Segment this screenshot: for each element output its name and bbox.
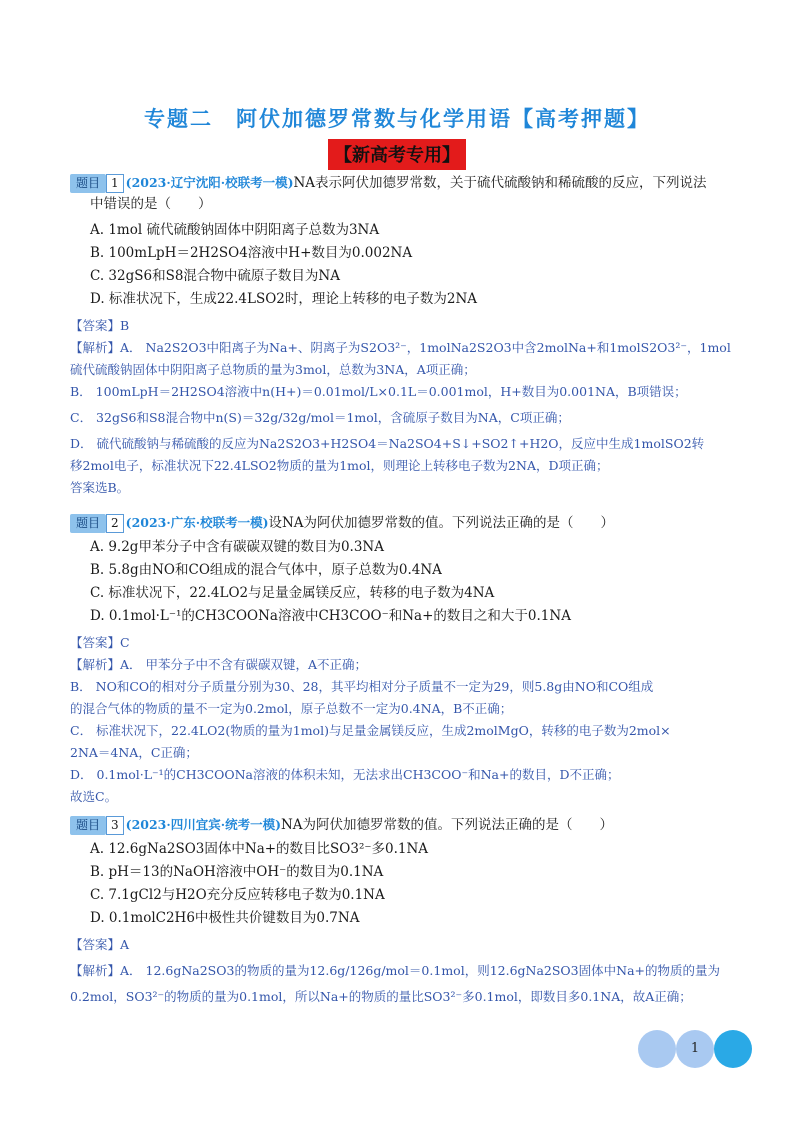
option-c: C. 7.1gCl2与H2O充分反应转移电子数为0.1NA <box>90 887 385 903</box>
stem-text: 设NA为阿伏加德罗常数的值。下列说法正确的是（ ） <box>268 515 615 531</box>
option-b: B. pH＝13的NaOH溶液中OH⁻的数目为0.1NA <box>90 864 384 880</box>
option-a: A. 9.2g甲苯分子中含有碳碳双键的数目为0.3NA <box>90 539 384 555</box>
explanation-line: 移2mol电子，标准状况下22.4LSO2物质的量为1mol，则理论上转移电子数为2NA，D项正确； <box>70 458 609 473</box>
question-source: (2023·辽宁沈阳·校联考一模) <box>125 175 294 190</box>
explanation-line: 2NA＝4NA，C正确； <box>70 745 198 760</box>
question-number: 3 <box>106 816 124 835</box>
explanation-line: 硫代硫酸钠固体中阴阳离子总物质的量为3mol，总数为3NA，A项正确； <box>70 362 476 377</box>
question-badge: 题目 <box>70 816 106 835</box>
option-a: A. 1mol 硫代硫酸钠固体中阴阳离子总数为3NA <box>90 222 380 238</box>
answer: 【答案】C <box>70 635 130 650</box>
explanation-line: 0.2mol，SO3²⁻的物质的量为0.1mol，所以Na+的物质的量比SO3²⁻多0.1mol，即数目多0.1NA，故A正确； <box>70 989 692 1004</box>
stem-text: NA表示阿伏加德罗常数，关于硫代硫酸钠和稀硫酸的反应，下列说法 <box>293 175 707 191</box>
question-source: (2023·四川宜宾·统考一模) <box>125 817 281 832</box>
explanation-line: B． NO和CO的相对分子质量分别为30、28，其平均相对分子质量不一定为29，则5.8g由NO和CO组成 <box>70 679 654 694</box>
page-dot-right <box>714 1030 752 1068</box>
option-b: B. 5.8g由NO和CO组成的混合气体中，原子总数为0.4NA <box>90 562 442 578</box>
explanation-line: 的混合气体的物质的量不一定为0.2mol，原子总数不一定为0.4NA，B不正确； <box>70 701 513 716</box>
question-stem <box>70 512 740 534</box>
page-dot-left <box>638 1030 676 1068</box>
option-b: B. 100mLpH＝2H2SO4溶液中H+数目为0.002NA <box>90 245 413 261</box>
stem-text-cont: 中错误的是（ ） <box>90 196 212 212</box>
page-indicator <box>638 1030 752 1068</box>
question-2 <box>70 512 740 808</box>
page-number: 1 <box>690 1041 700 1056</box>
option-c: C. 标准状况下，22.4LO2与足量金属镁反应，转移的电子数为4NA <box>90 585 495 601</box>
option-c: C. 32gS6和S8混合物中硫原子数目为NA <box>90 268 340 284</box>
explanation-line: D． 0.1mol·L⁻¹的CH3COONa溶液的体积未知，无法求出CH3COO⁻和Na+的数目，D不正确； <box>70 767 620 782</box>
page-subtitle: 【新高考专用】 <box>328 139 466 170</box>
subtitle-wrap <box>0 139 794 170</box>
option-a: A. 12.6gNa2SO3固体中Na+的数目比SO3²⁻多0.1NA <box>90 841 429 857</box>
explanation-line: C． 32gS6和S8混合物中n(S)＝32g/32g/mol＝1mol，含硫原子数目为NA，C项正确； <box>70 410 570 425</box>
stem-text: NA为阿伏加德罗常数的值。下列说法正确的是（ ） <box>280 817 614 833</box>
explanation-line: 【解析】A． Na2S2O3中阳离子为Na+、阴离子为S2O3²⁻，1molNa2S2O3中含2molNa+和1molS2O3²⁻，1mol <box>70 340 731 355</box>
explanation-line: 【解析】A． 甲苯分子中不含有碳碳双键，A不正确； <box>70 657 368 672</box>
option-d: D. 0.1molC2H6中极性共价键数目为0.7NA <box>90 910 360 926</box>
question-badge: 题目 <box>70 174 106 193</box>
explanation-line: C． 标准状况下，22.4LO2(物质的量为1mol)与足量金属镁反应，生成2molMgO，转移的电子数为2mol× <box>70 723 671 738</box>
question-number: 2 <box>106 514 124 533</box>
option-d: D. 标准状况下，生成22.4LSO2时，理论上转移的电子数为2NA <box>90 291 478 307</box>
question-3 <box>70 814 740 1008</box>
question-stem <box>70 172 740 194</box>
explanation-line: D． 硫代硫酸钠与稀硫酸的反应为Na2S2O3+H2SO4＝Na2SO4+S↓+SO2↑+H2O，反应中生成1molSO2转 <box>70 436 705 451</box>
explanation-line: 故选C。 <box>70 789 118 804</box>
question-badge: 题目 <box>70 514 106 533</box>
option-d: D. 0.1mol·L⁻¹的CH3COONa溶液中CH3COO⁻和Na+的数目之和大于0.1NA <box>90 608 571 624</box>
explanation-line: B． 100mLpH＝2H2SO4溶液中n(H+)＝0.01mol/L×0.1L＝0.001mol，H+数目为0.001NA，B项错误； <box>70 384 687 399</box>
question-1 <box>70 172 740 499</box>
page-title: 专题二 阿伏加德罗常数与化学用语【高考押题】 <box>144 107 650 131</box>
answer: 【答案】A <box>70 937 130 952</box>
question-stem <box>70 814 740 836</box>
answer: 【答案】B <box>70 318 130 333</box>
question-number: 1 <box>106 174 124 193</box>
explanation-line: 【解析】A． 12.6gNa2SO3的物质的量为12.6g/126g/mol＝0.1mol，则12.6gNa2SO3固体中Na+的物质的量为 <box>70 963 720 978</box>
explanation-line: 答案选B。 <box>70 480 130 495</box>
question-source: (2023·广东·校联考一模) <box>125 515 269 530</box>
